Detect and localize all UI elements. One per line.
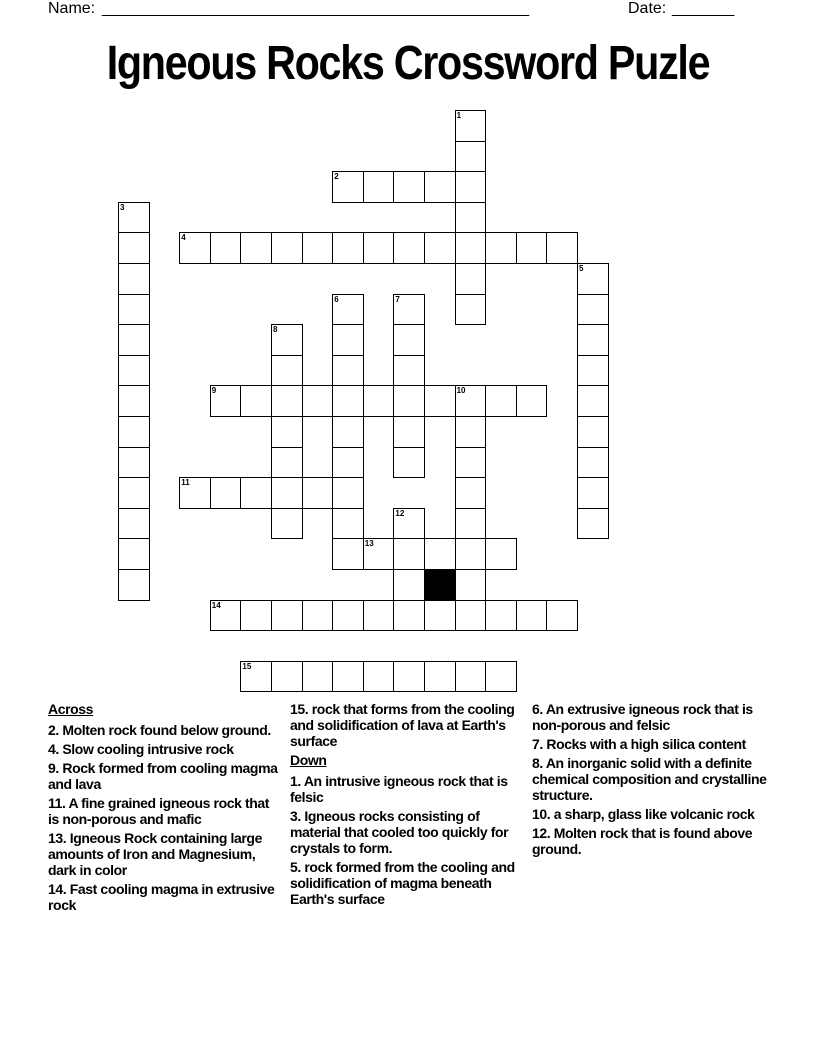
grid-cell[interactable] [393,447,425,479]
grid-cell[interactable] [118,416,150,448]
date-label: Date: [628,0,667,17]
clue-down-12: 12. Molten rock that is found above ground. [532,825,753,857]
grid-cell[interactable] [363,600,395,632]
grid-cell[interactable] [179,232,211,264]
clue-down-5: 5. rock formed from the cooling and solidification of magma beneath Earth's surface [290,859,515,907]
grid-cell[interactable] [455,477,487,509]
grid-cell[interactable] [118,569,150,601]
grid-cell[interactable] [577,294,609,326]
clue-across-11: 11. A fine grained igneous rock that is non-porous and mafic [48,795,270,827]
grid-cell[interactable] [240,385,272,417]
clue-across-15: 15. rock that forms from the cooling and solidification of lava at Earth's surface [290,701,515,749]
name-label: Name: [48,0,96,17]
grid-cell[interactable] [577,508,609,540]
grid-cell[interactable] [118,294,150,326]
grid-cell[interactable] [118,202,150,234]
clue-number: 5 [579,264,584,273]
clue-across-14: 14. Fast cooling magma in extrusive rock [48,881,275,913]
grid-cell[interactable] [271,324,303,356]
clue-number: 12 [395,508,405,518]
grid-cell[interactable] [455,600,487,632]
clue-down-1: 1. An intrusive igneous rock that is felsic [290,773,508,805]
grid-cell[interactable] [393,661,425,693]
grid-cell[interactable] [455,538,487,570]
grid-cell[interactable] [455,110,487,142]
clue-across-13: 13. Igneous Rock containing large amounts of Iron and Magnesium, dark in color [48,830,262,878]
grid-cell[interactable] [271,477,303,509]
page-title: Igneous Rocks Crossword Puzle [106,37,710,90]
grid-cell[interactable] [485,385,517,417]
grid-cell[interactable] [210,232,242,264]
grid-cell[interactable] [424,385,456,417]
grid-cell[interactable] [332,385,364,417]
grid-cell[interactable] [485,600,517,632]
clue-number: 8 [273,325,278,335]
grid-cell[interactable] [393,294,425,326]
grid-cell[interactable] [332,355,364,387]
grid-cell[interactable] [455,447,487,479]
grid-cell[interactable] [302,385,334,417]
grid-cell[interactable] [179,477,211,509]
grid-cell[interactable] [332,447,364,479]
grid-cell[interactable] [393,171,425,203]
clue-down-3: 3. Igneous rocks consisting of material that cooled too quickly for crystals to form. [290,808,509,856]
grid-cell[interactable] [516,600,548,632]
grid-cell[interactable] [332,232,364,264]
grid-cell[interactable] [210,385,242,417]
clue-number: 6 [334,294,339,304]
grid-cell[interactable] [271,661,303,693]
grid-cell[interactable] [271,355,303,387]
grid-cell[interactable] [118,538,150,570]
clue-column-1 [48,701,278,916]
grid-cell[interactable] [118,355,150,387]
grid-cell[interactable] [363,232,395,264]
clue-number: 11 [181,478,190,488]
grid-cell[interactable] [332,171,364,203]
grid-cell[interactable] [271,416,303,448]
grid-cell[interactable] [302,661,334,693]
clue-down-10: 10. a sharp, glass like volcanic rock [532,806,755,822]
grid-cell[interactable] [118,232,150,264]
grid-cell[interactable] [577,416,609,448]
clue-number: 13 [364,539,374,549]
clue-number: 14 [211,600,221,610]
grid-cell[interactable] [455,508,487,540]
grid-cell[interactable] [424,232,456,264]
grid-cell[interactable] [485,538,517,570]
grid-cell[interactable] [424,171,456,203]
grid-cell[interactable] [577,477,609,509]
date-blank[interactable]: _______ [672,0,735,17]
grid-cell[interactable] [118,324,150,356]
clue-number: 7 [395,294,400,304]
grid-cell[interactable] [271,385,303,417]
grid-cell[interactable] [302,232,334,264]
grid-cell[interactable] [455,661,487,693]
grid-cell[interactable] [332,661,364,693]
clue-number: 10 [456,386,466,396]
clue-number: 15 [242,661,252,671]
grid-cell[interactable] [516,385,548,417]
grid-cell[interactable] [455,416,487,448]
clue-down-8: 8. An inorganic solid with a definite chemical composition and crystalline structure. [532,755,767,803]
grid-cell[interactable] [271,600,303,632]
grid-cell[interactable] [577,447,609,479]
clue-number: 9 [211,386,217,396]
grid-cell[interactable] [118,385,150,417]
grid-cell[interactable] [455,385,487,417]
grid-cell[interactable] [118,263,150,295]
clue-number: 4 [181,233,186,243]
grid-cell[interactable] [393,232,425,264]
grid-cell[interactable] [393,324,425,356]
grid-cell[interactable] [332,294,364,326]
grid-cell[interactable] [332,600,364,632]
grid-cell[interactable] [393,508,425,540]
grid-cell[interactable] [118,447,150,479]
clue-number: 3 [120,202,125,212]
grid-cell[interactable] [363,385,395,417]
clue-number: 2 [334,172,339,182]
clue-down-6: 6. An extrusive igneous rock that is non-porous and felsic [532,701,753,733]
grid-cell[interactable] [577,385,609,417]
grid-cell[interactable] [332,508,364,540]
grid-cell[interactable] [118,508,150,540]
clue-across-9: 9. Rock formed from cooling magma and lava [48,760,278,792]
grid-cell[interactable] [332,324,364,356]
grid-cell[interactable] [546,232,578,264]
grid-cell[interactable] [393,416,425,448]
clue-across-4: 4. Slow cooling intrusive rock [48,741,234,757]
clue-column-3 [532,701,768,860]
down-heading: Down [290,752,327,768]
grid-cell[interactable] [240,232,272,264]
grid-cell[interactable] [332,538,364,570]
grid-cell[interactable] [455,232,487,264]
grid-cell[interactable] [577,263,609,295]
grid-cell[interactable] [302,477,334,509]
grid-cell[interactable] [271,447,303,479]
grid-cell[interactable] [302,600,334,632]
clue-across-2: 2. Molten rock found below ground. [48,722,271,738]
grid-cell[interactable] [332,416,364,448]
grid-cell[interactable] [240,600,272,632]
grid-cell[interactable] [455,141,487,173]
grid-cell[interactable] [455,202,487,234]
grid-cell[interactable] [516,232,548,264]
clue-column-2 [290,701,530,910]
grid-cell[interactable] [455,171,487,203]
grid-cell[interactable] [393,600,425,632]
grid-cell[interactable] [393,569,425,601]
grid-cell[interactable] [393,385,425,417]
grid-cell[interactable] [577,355,609,387]
grid-cell[interactable] [424,600,456,632]
clue-number: 1 [456,111,462,120]
grid-cell[interactable] [424,538,456,570]
grid-cell[interactable] [424,661,456,693]
grid-cell[interactable] [393,538,425,570]
grid-cell[interactable] [577,324,609,356]
grid-cell[interactable] [271,232,303,264]
grid-cell[interactable] [363,171,395,203]
across-heading: Across [48,701,94,717]
grid-cell[interactable] [455,263,487,295]
grid-cell[interactable] [210,477,242,509]
grid-cell[interactable] [363,538,395,570]
grid-cell[interactable] [240,661,272,693]
grid-cell[interactable] [271,508,303,540]
grid-cell[interactable] [455,294,487,326]
black-cell [424,569,456,601]
grid-cell[interactable] [332,477,364,509]
grid-cell[interactable] [363,661,395,693]
grid-cell[interactable] [393,355,425,387]
name-blank[interactable]: ________________________________________________ [102,0,530,17]
grid-cell[interactable] [455,569,487,601]
grid-cell[interactable] [546,600,578,632]
grid-cell[interactable] [485,661,517,693]
grid-cell[interactable] [240,477,272,509]
grid-cell[interactable] [485,232,517,264]
grid-cell[interactable] [210,600,242,632]
clue-down-7: 7. Rocks with a high silica content [532,736,746,752]
grid-cell[interactable] [118,477,150,509]
